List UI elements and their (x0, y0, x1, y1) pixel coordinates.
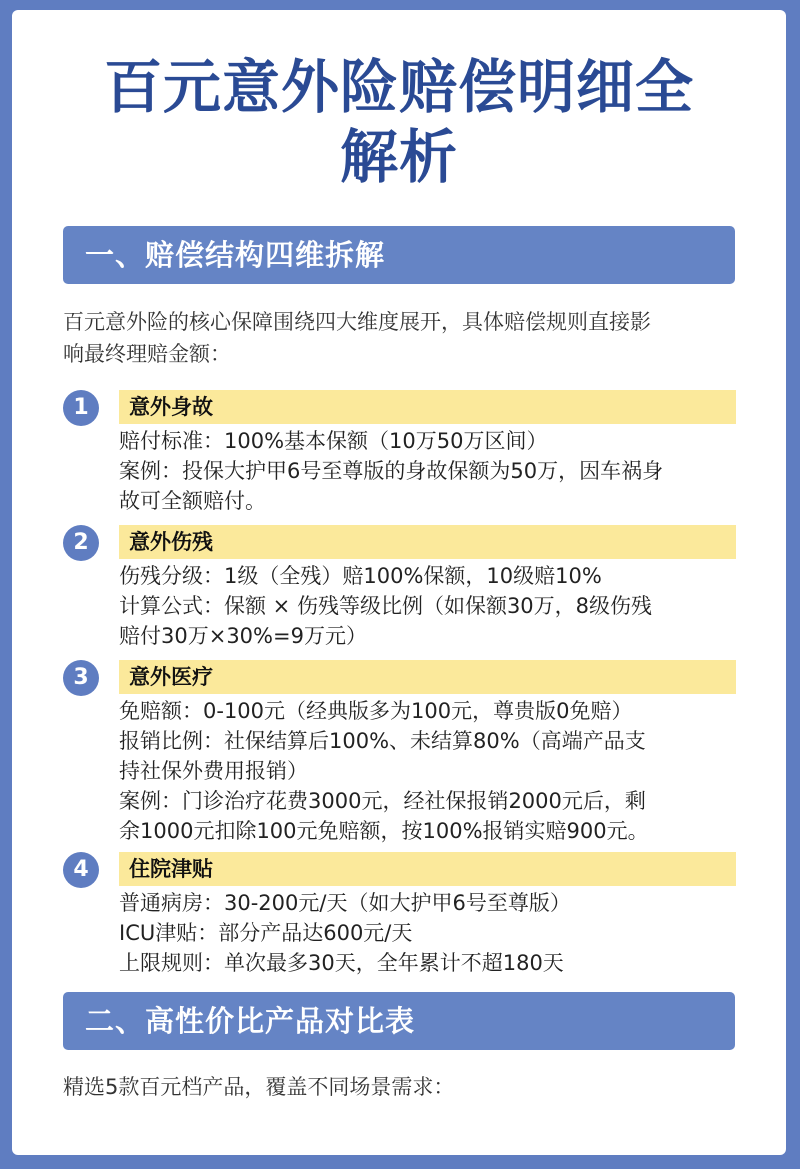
item-line: 余1000元扣除100元免赔额，按100%报销实赔900元。 (119, 819, 649, 843)
item-line: 赔付30万×30%=9万元） (119, 624, 367, 648)
item-line: 报销比例：社保结算后100%、未结算80%（高端产品支 (119, 729, 646, 753)
item-line: 计算公式：保额 × 伤残等级比例（如保额30万，8级伤残 (119, 594, 653, 618)
item-body (119, 426, 739, 516)
item-line: 故可全额赔付。 (119, 489, 266, 513)
section-1-intro (63, 306, 743, 370)
page-title (52, 52, 746, 192)
item-heading: 意外伤残 (119, 525, 736, 559)
intro-line: 百元意外险的核心保障围绕四大维度展开，具体赔偿规则直接影 (63, 310, 651, 334)
page-title-line-1: 百元意外险赔偿明细全 (103, 53, 694, 121)
item-heading: 住院津贴 (119, 852, 736, 886)
item-line: 上限规则：单次最多30天，全年累计不超180天 (119, 951, 564, 975)
number-badge: 4 (63, 852, 99, 888)
item-heading: 意外身故 (119, 390, 736, 424)
number-badge: 2 (63, 525, 99, 561)
item-line: 普通病房：30-200元/天（如大护甲6号至尊版） (119, 891, 571, 915)
article-card (12, 10, 786, 1155)
section-2-intro: 精选5款百元档产品，覆盖不同场景需求： (63, 1075, 455, 1099)
item-line: 伤残分级：1级（全残）赔100%保额，10级赔10% (119, 564, 602, 588)
item-body (119, 888, 739, 978)
number-badge: 1 (63, 390, 99, 426)
section-heading-1: 一、赔偿结构四维拆解 (63, 226, 735, 284)
number-badge: 3 (63, 660, 99, 696)
item-line: 免赔额：0-100元（经典版多为100元，尊贵版0免赔） (119, 699, 633, 723)
section-heading-2: 二、高性价比产品对比表 (63, 992, 735, 1050)
intro-line: 响最终理赔金额： (63, 342, 231, 366)
item-body (119, 696, 739, 846)
item-line: 持社保外费用报销） (119, 759, 308, 783)
item-line: 案例：门诊治疗花费3000元，经社保报销2000元后，剩 (119, 789, 646, 813)
item-line: 案例：投保大护甲6号至尊版的身故保额为50万，因车祸身 (119, 459, 664, 483)
item-body (119, 561, 739, 651)
page-title-line-2: 解析 (339, 123, 458, 191)
item-heading: 意外医疗 (119, 660, 736, 694)
item-line: 赔付标准：100%基本保额（10万50万区间） (119, 429, 548, 453)
item-line: ICU津贴：部分产品达600元/天 (119, 921, 413, 945)
